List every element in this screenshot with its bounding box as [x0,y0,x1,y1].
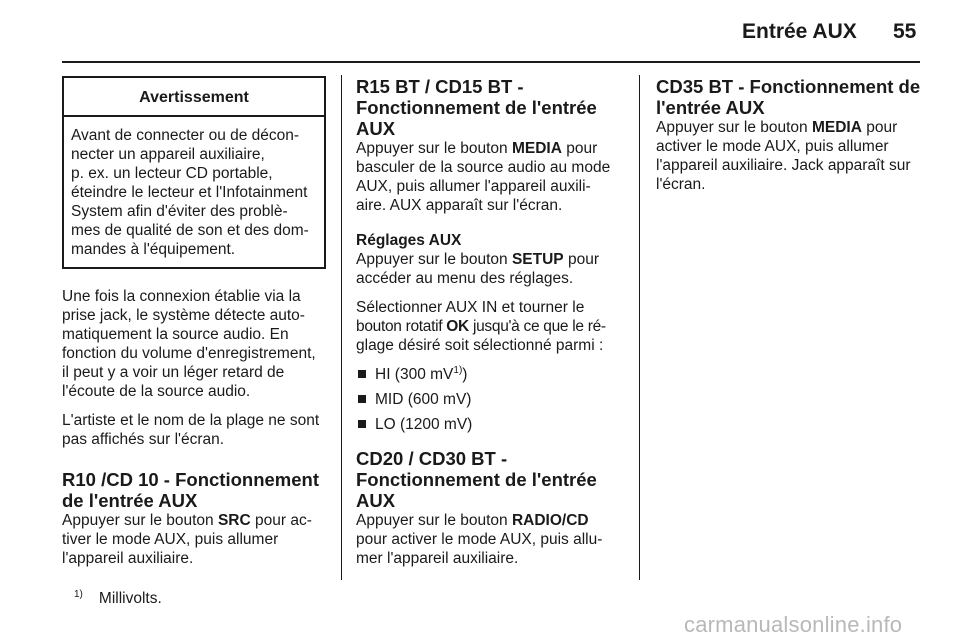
bullet-square-icon [358,370,366,378]
text-line: l'appareil auxiliaire. [62,550,194,567]
button-name-media: MEDIA [511,140,562,157]
text-line [62,511,326,530]
heading-line: CD20 / CD30 BT - [356,448,508,469]
text-line: prise jack, le système détecte auto- [62,307,305,324]
header-rule [62,61,920,63]
heading-line: l'entrée AUX [656,97,765,118]
heading-line: Fonctionnement de l'entrée [356,469,597,490]
text-line: pour activer le mode AUX, puis allu- [356,531,603,548]
text-run: pour ac- [250,512,312,529]
text-line: pas affichés sur l'écran. [62,431,225,448]
text-line: l'écoute de la source audio. [62,383,251,400]
text-line: Une fois la connexion établie via la [62,288,301,305]
warning-line: necter un appareil auxiliaire, [71,146,265,163]
button-name-ok: OK [446,318,469,335]
text-run: pour [561,140,598,157]
footnote-text: Millivolts. [98,590,162,608]
page-number: 55 [893,20,917,43]
text-run: jusqu'à ce que le ré- [468,318,606,335]
column-2 [356,76,628,568]
text-line [356,511,628,530]
heading-r15 [356,76,628,139]
text-line [356,139,628,158]
heading-line: CD35 BT - Fonctionnement de [656,76,921,97]
footnote [74,589,162,608]
warning-text [64,117,324,267]
text-line: matiquement la source audio. En [62,326,289,343]
list-item [356,390,628,409]
heading-settings: Réglages AUX [356,232,462,249]
text-line: tiver le mode AUX, puis allumer [62,531,279,548]
text-line: accéder au menu des réglages. [356,270,574,287]
warning-line: Avant de connecter ou de décon- [71,127,300,144]
warning-line: éteindre le lecteur et l'Infotainment [71,184,308,201]
text-run: Appuyer sur le bouton [356,140,512,157]
column-1 [62,76,326,568]
column-separator-1 [341,75,342,580]
heading-line: AUX [356,490,396,511]
text-line: fonction du volume d'enregistrement, [62,345,316,362]
text-run: pour [563,251,599,268]
column-3 [656,76,926,194]
text-run: Appuyer sur le bouton [356,251,512,268]
heading-line: Fonctionnement de l'entrée [356,97,597,118]
list-item [356,415,628,434]
text-line: Sélectionner AUX IN et tourner le [356,299,585,316]
bullet-square-icon [358,420,366,428]
text-line: glage désiré soit sélectionné parmi : [356,337,604,354]
paragraph-r15 [356,139,628,215]
warning-title: Avertissement [64,78,324,117]
button-name-media: MEDIA [811,119,862,136]
footnote-mark: 1) [74,589,83,600]
text-line: mer l'appareil auxiliaire. [356,550,519,567]
column-separator-2 [639,75,640,580]
text-line: l'écran. [656,176,706,193]
paragraph-cd35 [656,118,926,194]
text-run: pour [861,119,898,136]
warning-box [62,76,326,269]
warning-line: System afin d'éviter des problè- [71,203,288,220]
text-run: Appuyer sur le bouton [62,512,218,529]
paragraph-artist [62,411,326,449]
paragraph-select [356,298,628,355]
button-name-radio-cd: RADIO/CD [511,512,589,529]
watermark: carmanualsonline.info [684,612,903,637]
button-name-setup: SETUP [511,251,564,268]
text-run: ) [462,366,468,383]
warning-line: mandes à l'équipement. [71,241,236,258]
heading-cd35 [656,76,926,118]
options-list [356,365,628,434]
text-line: L'artiste et le nom de la plage ne sont [62,412,320,429]
list-item [356,365,628,384]
paragraph-connection [62,287,326,401]
option-label: MID (600 mV) [375,391,472,408]
text-line: il peut y a voir un léger retard de [62,364,285,381]
option-label: HI (300 mV [375,366,454,383]
text-line: basculer de la source audio au mode [356,159,611,176]
heading-line: R10 /CD 10 - Fonctionnement [62,469,319,490]
paragraph-settings [356,250,628,288]
heading-line: R15 BT / CD15 BT - [356,76,524,97]
option-label: LO (1200 mV) [375,416,473,433]
warning-line: p. ex. un lecteur CD portable, [71,165,273,182]
heading-cd20 [356,448,628,511]
header-title: Entrée AUX [742,20,857,43]
button-name-src: SRC [217,512,251,529]
text-line [356,317,628,336]
text-line [656,118,926,137]
text-line: AUX, puis allumer l'appareil auxili- [356,178,591,195]
text-run: Appuyer sur le bouton [656,119,812,136]
paragraph-cd20 [356,511,628,568]
heading-line: AUX [356,118,396,139]
text-line: aire. AUX apparaît sur l'écran. [356,197,563,214]
text-run: Appuyer sur le bouton [356,512,512,529]
heading-r10 [62,469,326,511]
text-line [356,250,628,269]
text-run: bouton rotatif [356,318,447,335]
bullet-square-icon [358,395,366,403]
footnote-ref: 1) [453,364,463,376]
text-line: activer le mode AUX, puis allumer [656,138,889,155]
paragraph-r10 [62,511,326,568]
warning-line: mes de qualité de son et des dom- [71,222,309,239]
heading-line: de l'entrée AUX [62,490,198,511]
text-line: l'appareil auxiliaire. Jack apparaît sur [656,157,911,174]
